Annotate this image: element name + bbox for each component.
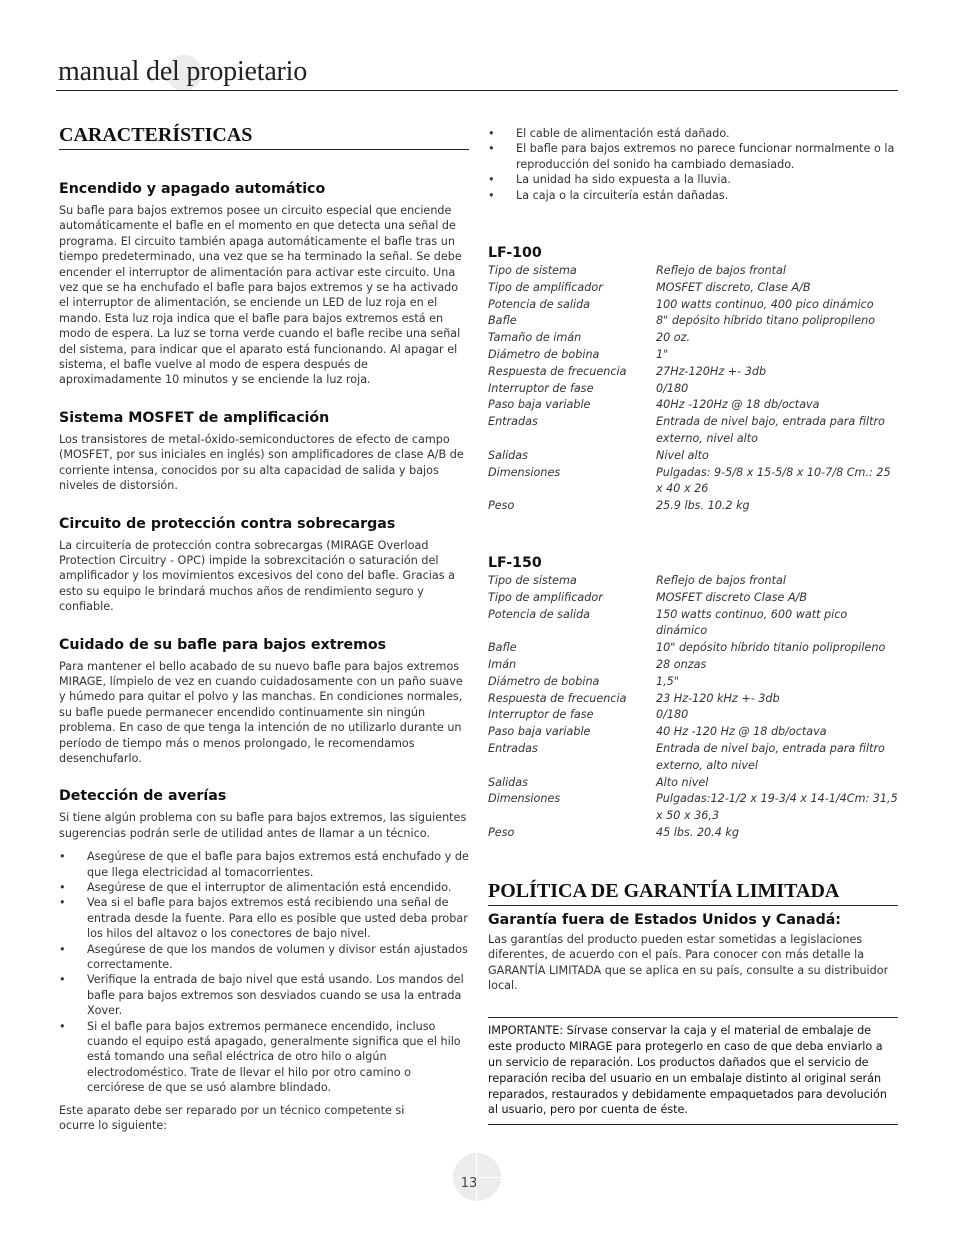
spec-label: Potencia de salida xyxy=(488,607,591,621)
spec-value: 1,5" xyxy=(656,674,679,688)
warranty-title: POLÍTICA DE GARANTÍA LIMITADA xyxy=(488,880,898,906)
service-intro: Este aparato debe ser reparado por un técnico competente si ocurre lo siguiente: xyxy=(59,1103,405,1133)
spec-label: Imán xyxy=(488,657,517,671)
feature-section-care xyxy=(59,637,469,767)
table-row xyxy=(488,313,898,330)
spec-value: MOSFET discreto Clase A/B xyxy=(656,590,808,604)
list-item: • Si el bafle para bajos extremos permanece encendido, incluso cuando el equipo está apagado, generalmente significa que el hilo está tomando una señal eléctrica de otro hilo o algún electrodoméstico. Trate de llevar el hilo por otro camino o cerciórese de que se usó alambre blindado. xyxy=(59,1019,469,1096)
table-row xyxy=(488,791,898,825)
spec-label: Potencia de salida xyxy=(488,297,591,311)
table-row xyxy=(488,674,898,691)
feature-text: Su bafle para bajos extremos posee un circuito especial que enciende automáticamente el bafle en el momento en que detecta una señal de programa. El circuito también apaga automáticamente el bafle tras un tiempo predeterminado, una vez que se ha terminado la señal. Se debe encender el interruptor de alimentación para activar este circuito. Una vez que se ha enchufado el bafle para bajos extremos y se ha activado el interruptor de alimentación, se enciende un LED de luz roja en el mando. Esta luz roja indica que el bafle para bajos extremos está en modo de espera. La luz se torna verde cuando el bafle recibe una señal del sistema, para indicar que el aparato está funcionando. Al apagar el sistema, el bafle vuelve al modo de espera después de aproximadamente 10 minutos y se enciende la luz roja. xyxy=(59,204,462,387)
feature-section-auto-power xyxy=(59,181,469,388)
table-row xyxy=(488,691,898,708)
feature-text: La circuitería de protección contra sobrecargas (MIRAGE Overload Protection Circuitry - OPC) impide la sobrexcitación o saturación del amplificador y los movimientos excesivos del cono del bafle. Gracias a esto su equipo le brindará muchos años de rendimiento seguro y confiable. xyxy=(59,538,456,614)
spec-table xyxy=(488,263,898,515)
spec-title: LF-150 xyxy=(488,554,542,571)
spec-value: Pulgadas: 9-5/8 x 15-5/8 x 10-7/8 Cm.: 25 x 40 x 26 xyxy=(656,465,891,496)
right-column xyxy=(488,126,898,1125)
feature-section-troubleshooting xyxy=(59,788,469,1133)
table-row xyxy=(488,330,898,347)
spec-value: 25.9 lbs. 10.2 kg xyxy=(656,499,750,513)
feature-section-overload xyxy=(59,516,469,615)
spec-value: Reflejo de bajos frontal xyxy=(656,264,786,278)
table-row xyxy=(488,364,898,381)
feature-text: Para mantener el bello acabado de su nuevo bafle para bajos extremos MIRAGE, límpielo de vez en cuando cuidadosamente con un paño suave y húmedo para quitar el polvo y las manchas. En condiciones normales, su bafle puede permanecer encendido continuamente sin ningún problema. En caso de que tenga la intención de no utilizarlo durante un período de tiempo más o menos prolongado, le recomendamos desenchufarlo. xyxy=(59,659,463,765)
spec-label: Paso baja variable xyxy=(488,725,591,739)
table-row xyxy=(488,498,898,515)
spec-label: Entradas xyxy=(488,415,538,429)
spec-label: Salidas xyxy=(488,448,528,462)
table-row xyxy=(488,775,898,792)
spec-block-lf150 xyxy=(488,555,898,842)
spec-value: Nivel alto xyxy=(656,448,709,462)
spec-value: 40Hz -120Hz @ 18 db/octava xyxy=(656,398,820,412)
caracteristicas-title: CARACTERÍSTICAS xyxy=(59,124,469,150)
spec-table xyxy=(488,573,898,842)
table-row xyxy=(488,573,898,590)
table-row xyxy=(488,347,898,364)
troubleshooting-list xyxy=(59,849,469,1096)
spec-label: Diámetro de bobina xyxy=(488,674,600,688)
feature-heading: Encendido y apagado automático xyxy=(59,181,326,197)
spec-value: Alto nivel xyxy=(656,775,709,789)
important-notice: IMPORTANTE: Sírvase conservar la caja y el material de embalaje de este producto MIRAGE para protegerlo en caso de que deba enviarlo a un servicio de reparación. Los productos dañados que el servicio de reparación reciba del usuario en un embalaje distinto al original serán reparados, restaurados y debidamente empaquetados para devolución al usuario, pero por cuenta de éste. xyxy=(488,1017,898,1125)
page-header-title: manual del propietario xyxy=(58,56,308,87)
spec-label: Tipo de amplificador xyxy=(488,280,603,294)
table-row xyxy=(488,657,898,674)
spec-value: 40 Hz -120 Hz @ 18 db/octava xyxy=(656,725,827,739)
feature-text: Los transistores de metal-óxido-semiconductores de efecto de campo (MOSFET, por sus iniciales en inglés) son amplificadores de clase A/B de corriente intensa, conocidos por su alta capacidad de salida y bajos niveles de distorsión. xyxy=(59,432,464,493)
spec-label: Interruptor de fase xyxy=(488,708,594,722)
feature-heading: Sistema MOSFET de amplificación xyxy=(59,409,330,426)
spec-value: 0/180 xyxy=(656,708,689,722)
table-row xyxy=(488,414,898,448)
warranty-text: Las garantías del producto pueden estar sometidas a legislaciones diferentes, de acuerdo con el país. Para conocer con más detalle la GARANTÍA LIMITADA que se aplica en su país, consulte a su distribuidor local. xyxy=(488,932,889,992)
spec-label: Peso xyxy=(488,499,515,513)
table-row xyxy=(488,724,898,741)
warranty-subheading: Garantía fuera de Estados Unidos y Canadá: xyxy=(488,911,841,928)
table-row xyxy=(488,640,898,657)
table-row xyxy=(488,707,898,724)
spec-value: 27Hz-120Hz +- 3db xyxy=(656,364,767,378)
spec-label: Salidas xyxy=(488,775,528,789)
spec-label: Bafle xyxy=(488,314,517,328)
feature-heading: Cuidado de su bafle para bajos extremos xyxy=(59,636,387,653)
feature-section-mosfet xyxy=(59,410,469,494)
header-rule xyxy=(56,90,898,91)
spec-value: Entrada de nivel bajo, entrada para filtro externo, alto nivel xyxy=(656,741,885,772)
list-item: • La unidad ha sido expuesta a la lluvia. xyxy=(488,172,898,187)
list-item: • El cable de alimentación está dañado. xyxy=(488,126,898,141)
spec-value: 28 onzas xyxy=(656,657,707,671)
spec-value: Pulgadas:12-1/2 x 19-3/4 x 14-1/4Cm: 31,5 x 50 x 36,3 xyxy=(656,792,898,823)
spec-label: Tipo de sistema xyxy=(488,573,577,587)
table-row xyxy=(488,465,898,499)
spec-label: Paso baja variable xyxy=(488,398,591,412)
table-row xyxy=(488,448,898,465)
spec-label: Bafle xyxy=(488,641,517,655)
spec-value: 0/180 xyxy=(656,381,689,395)
list-item: • La caja o la circuitería están dañadas. xyxy=(488,188,898,203)
spec-value: Entrada de nivel bajo, entrada para filtro externo, nivel alto xyxy=(656,415,885,445)
table-row xyxy=(488,280,898,297)
spec-label: Peso xyxy=(488,825,515,839)
spec-value: 23 Hz-120 kHz +- 3db xyxy=(656,691,780,705)
table-row xyxy=(488,297,898,314)
list-item: • Asegúrese de que los mandos de volumen y divisor están ajustados correctamente. xyxy=(59,942,469,973)
spec-label: Diámetro de bobina xyxy=(488,348,600,362)
table-row xyxy=(488,381,898,398)
spec-value: 100 watts continuo, 400 pico dinámico xyxy=(656,297,874,311)
list-item: • El bafle para bajos extremos no parece funcionar normalmente o la reproducción del sonido ha cambiado demasiado. xyxy=(488,141,898,172)
spec-label: Tipo de sistema xyxy=(488,264,577,278)
spec-title: LF-100 xyxy=(488,245,542,262)
list-item: • Asegúrese de que el bafle para bajos extremos está enchufado y de que llega electricidad al tomacorrientes. xyxy=(59,849,469,880)
spec-label: Dimensiones xyxy=(488,792,561,806)
feature-text: Si tiene algún problema con su bafle para bajos extremos, las siguientes sugerencias podrán serle de utilidad antes de llamar a un técnico. xyxy=(59,811,467,840)
spec-value: MOSFET discreto, Clase A/B xyxy=(656,280,811,294)
spec-label: Tamaño de imán xyxy=(488,331,582,345)
table-row xyxy=(488,590,898,607)
spec-value: 1" xyxy=(656,348,669,362)
spec-value: 10" depósito híbrido titanio polipropileno xyxy=(656,641,886,655)
table-row xyxy=(488,607,898,641)
table-row xyxy=(488,397,898,414)
list-item: • Vea si el bafle para bajos extremos está recibiendo una señal de entrada desde la fuente. Para ello es posible que usted deba probar los hilos del altavoz o los conectores de bajo nivel. xyxy=(59,895,469,941)
warranty-section xyxy=(488,880,898,1125)
table-row xyxy=(488,741,898,775)
feature-heading: Detección de averías xyxy=(59,788,227,805)
spec-label: Tipo de amplificador xyxy=(488,590,603,604)
list-item: • Asegúrese de que el interruptor de alimentación está encendido. xyxy=(59,880,469,895)
service-list xyxy=(488,126,898,203)
list-item: • Verifique la entrada de bajo nivel que está usando. Los mandos del bafle para bajos extremos son desviados cuando se usa la entrada Xover. xyxy=(59,972,469,1018)
spec-value: 8" depósito híbrido titano polipropileno xyxy=(656,314,876,328)
spec-label: Respuesta de frecuencia xyxy=(488,691,627,705)
spec-value: 20 oz. xyxy=(656,331,691,345)
table-row xyxy=(488,825,898,842)
spec-value: 150 watts continuo, 600 watt pico dinámico xyxy=(656,607,848,638)
spec-block-lf100 xyxy=(488,245,898,515)
spec-value: 45 lbs. 20.4 kg xyxy=(656,825,739,839)
spec-label: Respuesta de frecuencia xyxy=(488,364,627,378)
spec-label: Dimensiones xyxy=(488,465,561,479)
spec-label: Entradas xyxy=(488,741,538,755)
spec-value: Reflejo de bajos frontal xyxy=(656,573,786,587)
table-row xyxy=(488,263,898,280)
page-number: 13 xyxy=(460,1176,478,1191)
spec-label: Interruptor de fase xyxy=(488,381,594,395)
feature-heading: Circuito de protección contra sobrecargas xyxy=(59,515,396,532)
left-column xyxy=(59,124,469,1134)
